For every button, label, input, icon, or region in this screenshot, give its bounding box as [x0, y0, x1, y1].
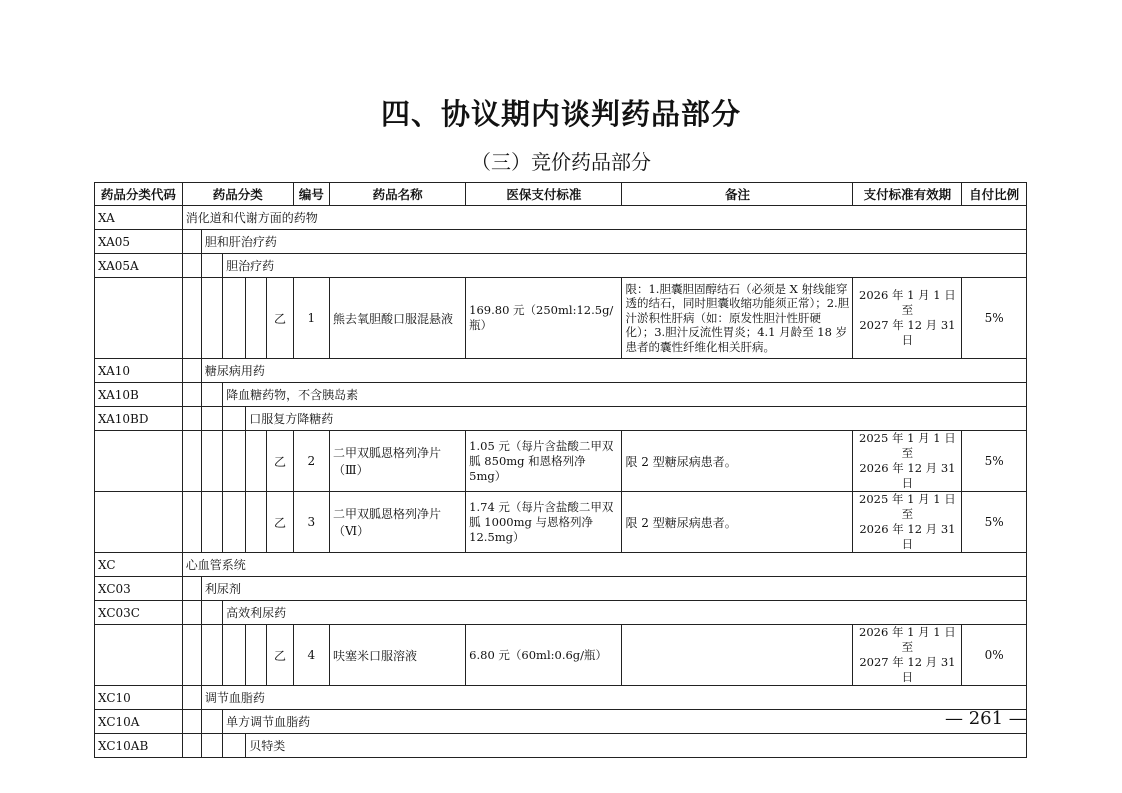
drug-ratio: 5% — [962, 431, 1027, 492]
indent-cell — [182, 359, 201, 383]
table-row — [95, 577, 1027, 601]
table-header-row — [95, 183, 1027, 206]
class-code: XC10A — [95, 710, 183, 734]
class-name: 降血糖药物，不含胰岛素 — [223, 383, 1027, 407]
class-name: 消化道和代谢方面的药物 — [182, 206, 1026, 230]
table-row — [95, 254, 1027, 278]
table-row — [95, 686, 1027, 710]
period-end: 2027 年 12 月 31 日 — [859, 318, 956, 347]
header-period: 支付标准有效期 — [853, 183, 962, 206]
class-name: 糖尿病用药 — [201, 359, 1026, 383]
class-code: XA05 — [95, 230, 183, 254]
drug-remark: 限 2 型糖尿病患者。 — [622, 492, 853, 553]
header-code: 药品分类代码 — [95, 183, 183, 206]
drug-remark — [622, 625, 853, 686]
drug-row — [95, 431, 1027, 492]
drug-name: 呋塞米口服溶液 — [330, 625, 466, 686]
indent-cell — [182, 431, 201, 492]
drug-class: 乙 — [267, 625, 293, 686]
indent-cell — [201, 710, 222, 734]
class-name: 心血管系统 — [182, 553, 1026, 577]
drug-ratio: 0% — [962, 625, 1027, 686]
drug-remark: 限：1.胆囊胆固醇结石（必须是 X 射线能穿透的结石，同时胆囊收缩功能须正常）；2.胆汁淤积性肝病（如：原发性胆汁性肝硬化）；3.胆汁反流性胃炎；4.1 月龄至 18 岁患者的囊性纤维化相关肝病。 — [622, 278, 853, 359]
header-ratio: 自付比例 — [962, 183, 1027, 206]
drug-table — [94, 182, 1027, 758]
period-end: 2027 年 12 月 31 日 — [859, 655, 956, 684]
header-remark: 备注 — [622, 183, 853, 206]
class-name: 单方调节血脂药 — [223, 710, 1027, 734]
class-code: XC10AB — [95, 734, 183, 758]
indent-cell — [201, 383, 222, 407]
indent-cell — [223, 625, 246, 686]
drug-class: 乙 — [267, 431, 293, 492]
drug-period — [853, 278, 962, 359]
drug-name: 二甲双胍恩格列净片（Ⅲ） — [330, 431, 466, 492]
indent-cell — [182, 734, 201, 758]
indent-cell — [182, 492, 201, 553]
indent-cell — [223, 734, 246, 758]
class-code: XA10 — [95, 359, 183, 383]
indent-cell — [182, 686, 201, 710]
indent-cell — [246, 492, 267, 553]
drug-standard: 169.80 元（250ml:12.5g/瓶） — [466, 278, 622, 359]
table-row — [95, 407, 1027, 431]
indent-cell — [182, 601, 201, 625]
indent-cell — [223, 278, 246, 359]
table-row — [95, 206, 1027, 230]
indent-cell — [182, 577, 201, 601]
indent-cell — [182, 230, 201, 254]
table-row — [95, 359, 1027, 383]
drug-standard: 1.74 元（每片含盐酸二甲双胍 1000mg 与恩格列净 12.5mg） — [466, 492, 622, 553]
table-row — [95, 230, 1027, 254]
indent-cell — [182, 278, 201, 359]
drug-number: 1 — [293, 278, 329, 359]
page-number: — 261 — — [945, 708, 1027, 729]
indent-cell — [201, 625, 222, 686]
table-row — [95, 710, 1027, 734]
drug-number: 3 — [293, 492, 329, 553]
indent-cell — [182, 383, 201, 407]
indent-cell — [182, 625, 201, 686]
class-code: XA10BD — [95, 407, 183, 431]
empty-code-cell — [95, 431, 183, 492]
table-row — [95, 553, 1027, 577]
indent-cell — [182, 254, 201, 278]
indent-cell — [201, 278, 222, 359]
drug-remark: 限 2 型糖尿病患者。 — [622, 431, 853, 492]
header-category: 药品分类 — [182, 183, 293, 206]
class-code: XA — [95, 206, 183, 230]
indent-cell — [201, 431, 222, 492]
drug-ratio: 5% — [962, 278, 1027, 359]
empty-code-cell — [95, 625, 183, 686]
class-name: 胆和肝治疗药 — [201, 230, 1026, 254]
drug-row — [95, 492, 1027, 553]
drug-period — [853, 492, 962, 553]
drug-ratio: 5% — [962, 492, 1027, 553]
class-code: XC — [95, 553, 183, 577]
header-number: 编号 — [293, 183, 329, 206]
drug-standard: 1.05 元（每片含盐酸二甲双胍 850mg 和恩格列净 5mg） — [466, 431, 622, 492]
class-code: XC03 — [95, 577, 183, 601]
period-end: 2026 年 12 月 31 日 — [859, 522, 956, 551]
class-name: 贝特类 — [246, 734, 1027, 758]
period-start: 2026 年 1 月 1 日至 — [859, 288, 956, 317]
indent-cell — [223, 407, 246, 431]
page-title: 四、协议期内谈判药品部分 — [380, 97, 741, 131]
indent-cell — [201, 492, 222, 553]
drug-class: 乙 — [267, 278, 293, 359]
indent-cell — [201, 254, 222, 278]
empty-code-cell — [95, 278, 183, 359]
period-start: 2025 年 1 月 1 日至 — [859, 492, 956, 521]
indent-cell — [201, 601, 222, 625]
indent-cell — [246, 431, 267, 492]
class-name: 利尿剂 — [201, 577, 1026, 601]
class-name: 口服复方降糖药 — [246, 407, 1027, 431]
period-end: 2026 年 12 月 31 日 — [859, 461, 956, 490]
indent-cell — [182, 407, 201, 431]
class-name: 胆治疗药 — [223, 254, 1027, 278]
drug-number: 2 — [293, 431, 329, 492]
drug-name: 二甲双胍恩格列净片（Ⅵ） — [330, 492, 466, 553]
indent-cell — [182, 710, 201, 734]
table-row — [95, 383, 1027, 407]
table-row — [95, 601, 1027, 625]
drug-row — [95, 625, 1027, 686]
drug-name: 熊去氧胆酸口服混悬液 — [330, 278, 466, 359]
class-code: XA10B — [95, 383, 183, 407]
table-row — [95, 734, 1027, 758]
period-start: 2025 年 1 月 1 日至 — [859, 431, 956, 460]
empty-code-cell — [95, 492, 183, 553]
drug-number: 4 — [293, 625, 329, 686]
class-code: XA05A — [95, 254, 183, 278]
indent-cell — [223, 431, 246, 492]
class-name: 调节血脂药 — [201, 686, 1026, 710]
drug-class: 乙 — [267, 492, 293, 553]
class-name: 高效利尿药 — [223, 601, 1027, 625]
period-start: 2026 年 1 月 1 日至 — [859, 625, 956, 654]
indent-cell — [246, 625, 267, 686]
indent-cell — [201, 734, 222, 758]
class-code: XC03C — [95, 601, 183, 625]
drug-period — [853, 625, 962, 686]
class-code: XC10 — [95, 686, 183, 710]
drug-row — [95, 278, 1027, 359]
header-standard: 医保支付标准 — [466, 183, 622, 206]
indent-cell — [201, 407, 222, 431]
drug-period — [853, 431, 962, 492]
header-name: 药品名称 — [330, 183, 466, 206]
page-subtitle: （三）竞价药品部分 — [471, 150, 651, 174]
indent-cell — [246, 278, 267, 359]
indent-cell — [223, 492, 246, 553]
drug-standard: 6.80 元（60ml:0.6g/瓶） — [466, 625, 622, 686]
